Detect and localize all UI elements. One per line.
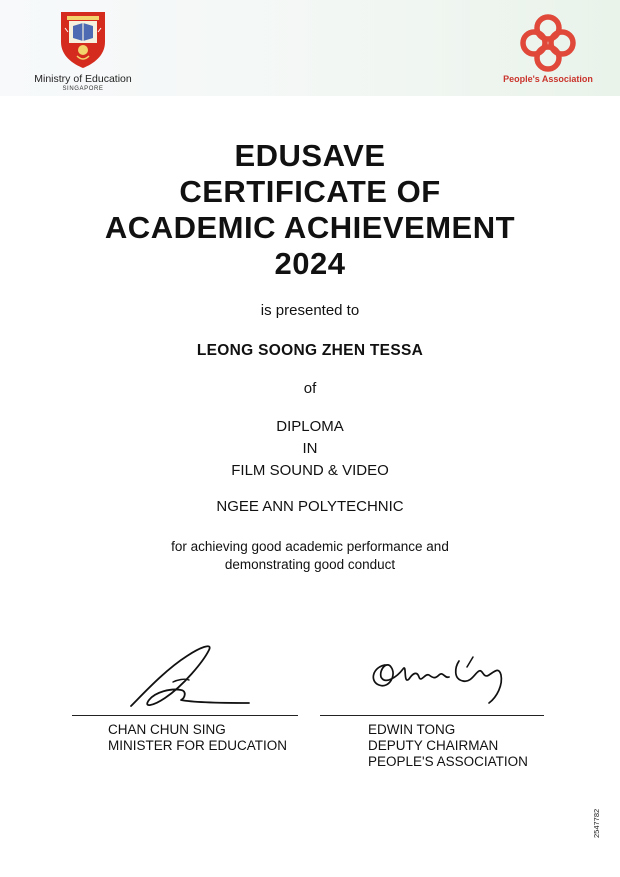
course-block — [0, 416, 620, 482]
signature-right — [363, 645, 513, 707]
title-year: 2024 — [274, 246, 346, 281]
course-line-1: DIPLOMA — [276, 418, 344, 435]
signatory-left-title: MINISTER FOR EDUCATION — [108, 738, 288, 753]
reason-line-2: demonstrating good conduct — [224, 557, 396, 572]
moe-name: Ministry of Education — [34, 73, 132, 85]
title-line-3: ACADEMIC ACHIEVEMENT — [104, 210, 516, 245]
signatory-right-name: EDWIN TONG — [368, 722, 456, 737]
title-line-1: EDUSAVE — [234, 138, 386, 173]
certificate-title — [0, 138, 620, 282]
reason-block — [0, 538, 620, 574]
moe-logo-block — [28, 8, 138, 92]
signature-left — [125, 640, 255, 712]
course-line-3: FILM SOUND & VIDEO — [231, 462, 389, 479]
of-text: of — [303, 380, 317, 397]
pa-logo-block — [498, 14, 598, 84]
signatory-left-name: CHAN CHUN SING — [108, 722, 226, 737]
signatory-right-title-2: PEOPLE'S ASSOCIATION — [368, 754, 528, 769]
moe-crest-icon — [57, 8, 109, 70]
signature-line-left — [72, 715, 298, 716]
school-name: NGEE ANN POLYTECHNIC — [216, 498, 404, 515]
reason-line-1: for achieving good academic performance and — [171, 539, 449, 554]
recipient-name: LEONG SOONG ZHEN TESSA — [196, 342, 424, 359]
signature-line-right — [320, 715, 544, 716]
pa-logo-icon — [517, 14, 579, 72]
presented-to-text: is presented to — [260, 302, 360, 319]
course-line-2: IN — [302, 440, 318, 457]
pa-name: People's Association — [503, 74, 593, 84]
signatory-right — [368, 722, 528, 770]
signatory-left — [108, 722, 287, 754]
moe-country: SINGAPORE — [62, 86, 104, 92]
serial-number: 2547782 — [592, 808, 601, 838]
title-line-2: CERTIFICATE OF — [179, 174, 441, 209]
signatory-right-title-1: DEPUTY CHAIRMAN — [368, 738, 499, 753]
